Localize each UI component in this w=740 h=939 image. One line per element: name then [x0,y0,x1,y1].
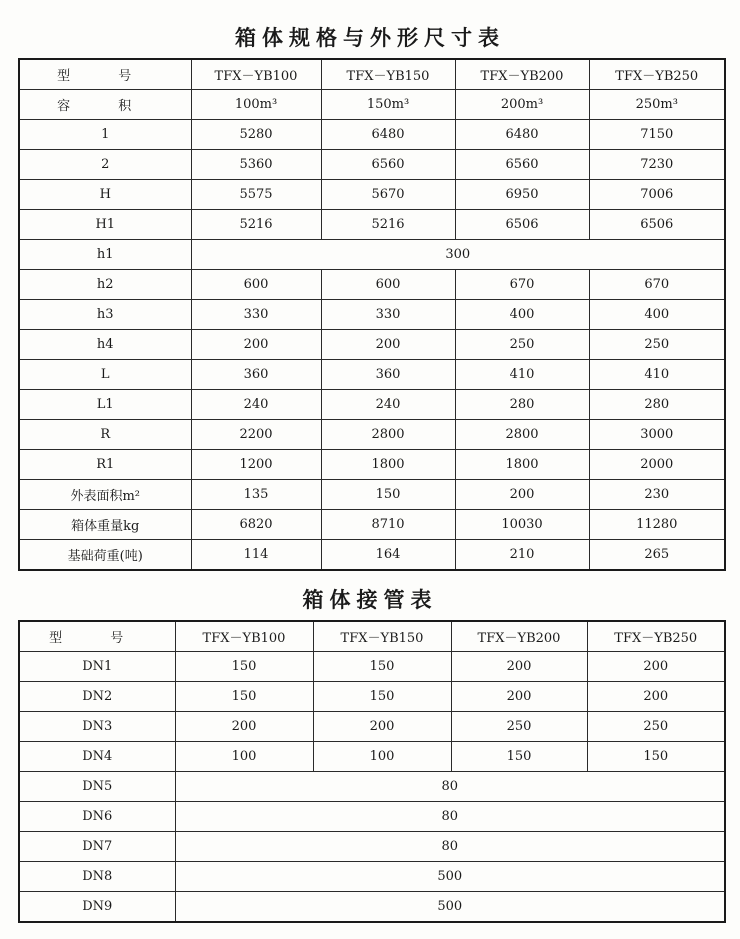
value-cell: 670 [455,270,589,300]
row-label-cell: DN7 [19,832,175,862]
value-cell: 1800 [321,450,455,480]
value-cell: 11280 [589,510,725,540]
table-row [19,150,725,180]
value-cell: 6506 [455,210,589,240]
pipe-table [18,620,726,923]
row-label-cell: L1 [19,390,191,420]
value-cell: 7230 [589,150,725,180]
value-cell: 164 [321,540,455,571]
row-label-cell: DN8 [19,862,175,892]
table-row [19,772,725,802]
value-cell: 250 [589,330,725,360]
value-cell: 100 [313,742,451,772]
row-label-cell: R [19,420,191,450]
value-cell: 240 [321,390,455,420]
table-row [19,120,725,150]
value-cell: 100m³ [191,90,321,120]
table-row [19,360,725,390]
value-cell: 360 [321,360,455,390]
table-row [19,450,725,480]
spec-table-title: 箱体规格与外形尺寸表 [235,26,505,50]
row-label-cell: 1 [19,120,191,150]
value-cell: 670 [589,270,725,300]
value-cell: 250m³ [589,90,725,120]
row-label-cell: H [19,180,191,210]
value-cell: 600 [321,270,455,300]
table-row [19,832,725,862]
table-row [19,390,725,420]
value-cell: 5360 [191,150,321,180]
value-cell: 3000 [589,420,725,450]
value-cell: 150 [313,652,451,682]
table-row [19,330,725,360]
value-cell: 5216 [191,210,321,240]
table-row [19,682,725,712]
row-label-cell: h3 [19,300,191,330]
value-cell: 200 [451,652,587,682]
value-cell: 150 [321,480,455,510]
value-cell: 280 [589,390,725,420]
merged-value-cell: 500 [175,892,725,923]
value-cell: 200 [455,480,589,510]
value-cell: 200 [587,682,725,712]
merged-value-cell: 500 [175,862,725,892]
value-cell: 6560 [321,150,455,180]
value-cell: 265 [589,540,725,571]
row-label-cell: DN3 [19,712,175,742]
table-row [19,742,725,772]
merged-value-cell: 80 [175,802,725,832]
row-label-cell: L [19,360,191,390]
value-cell: 6506 [589,210,725,240]
row-label-cell: h1 [19,240,191,270]
table-row [19,240,725,270]
row-label-cell: 外表面积m² [19,480,191,510]
table-row [19,892,725,923]
table-row [19,712,725,742]
header-row [19,621,725,652]
value-cell: 10030 [455,510,589,540]
table-row [19,802,725,832]
value-cell: 150m³ [321,90,455,120]
value-cell: 250 [455,330,589,360]
value-cell: 250 [451,712,587,742]
value-cell: 7150 [589,120,725,150]
row-label-cell: DN6 [19,802,175,832]
table-row [19,270,725,300]
value-cell: 150 [451,742,587,772]
table-row [19,210,725,240]
table-row [19,300,725,330]
table-row [19,652,725,682]
value-cell: 100 [175,742,313,772]
value-cell: 5216 [321,210,455,240]
value-cell: 600 [191,270,321,300]
row-label-cell: DN9 [19,892,175,923]
spec-table [18,58,726,571]
value-cell: 6560 [455,150,589,180]
merged-value-cell: 80 [175,772,725,802]
value-cell: 6950 [455,180,589,210]
row-label-cell: h2 [19,270,191,300]
value-cell: 410 [455,360,589,390]
row-label-cell: 箱体重量kg [19,510,191,540]
value-cell: 5575 [191,180,321,210]
value-cell: 6480 [455,120,589,150]
value-cell: 200m³ [455,90,589,120]
row-label-cell: 容 积 [19,90,191,120]
table-row [19,510,725,540]
merged-value-cell: 80 [175,832,725,862]
model-header-cell: TFX－YB200 [451,621,587,652]
table-row [19,180,725,210]
value-cell: 150 [175,682,313,712]
value-cell: 240 [191,390,321,420]
value-cell: 400 [589,300,725,330]
value-cell: 135 [191,480,321,510]
value-cell: 150 [313,682,451,712]
row-label-cell: DN5 [19,772,175,802]
header-label-cell: 型 号 [19,621,175,652]
value-cell: 210 [455,540,589,571]
value-cell: 5280 [191,120,321,150]
value-cell: 400 [455,300,589,330]
value-cell: 2800 [321,420,455,450]
model-header-cell: TFX－YB100 [191,59,321,90]
value-cell: 2200 [191,420,321,450]
value-cell: 2000 [589,450,725,480]
pipe-table-title: 箱体接管表 [302,588,438,612]
value-cell: 250 [587,712,725,742]
value-cell: 6480 [321,120,455,150]
value-cell: 360 [191,360,321,390]
value-cell: 280 [455,390,589,420]
model-header-cell: TFX－YB250 [587,621,725,652]
value-cell: 230 [589,480,725,510]
value-cell: 150 [587,742,725,772]
value-cell: 200 [191,330,321,360]
table-row [19,480,725,510]
merged-value-cell: 300 [191,240,725,270]
table-row [19,420,725,450]
value-cell: 150 [175,652,313,682]
row-label-cell: H1 [19,210,191,240]
value-cell: 114 [191,540,321,571]
table-row [19,90,725,120]
value-cell: 200 [175,712,313,742]
row-label-cell: R1 [19,450,191,480]
value-cell: 200 [321,330,455,360]
row-label-cell: DN2 [19,682,175,712]
model-header-cell: TFX－YB100 [175,621,313,652]
value-cell: 6820 [191,510,321,540]
value-cell: 7006 [589,180,725,210]
value-cell: 330 [321,300,455,330]
value-cell: 330 [191,300,321,330]
model-header-cell: TFX－YB150 [321,59,455,90]
value-cell: 410 [589,360,725,390]
model-header-cell: TFX－YB150 [313,621,451,652]
value-cell: 200 [313,712,451,742]
value-cell: 200 [587,652,725,682]
value-cell: 1800 [455,450,589,480]
value-cell: 2800 [455,420,589,450]
row-label-cell: 基础荷重(吨) [19,540,191,571]
table-row [19,862,725,892]
model-header-cell: TFX－YB200 [455,59,589,90]
header-row [19,59,725,90]
table-row [19,540,725,571]
model-header-cell: TFX－YB250 [589,59,725,90]
value-cell: 8710 [321,510,455,540]
value-cell: 1200 [191,450,321,480]
row-label-cell: DN1 [19,652,175,682]
value-cell: 5670 [321,180,455,210]
row-label-cell: DN4 [19,742,175,772]
value-cell: 200 [451,682,587,712]
row-label-cell: 2 [19,150,191,180]
header-label-cell: 型 号 [19,59,191,90]
row-label-cell: h4 [19,330,191,360]
